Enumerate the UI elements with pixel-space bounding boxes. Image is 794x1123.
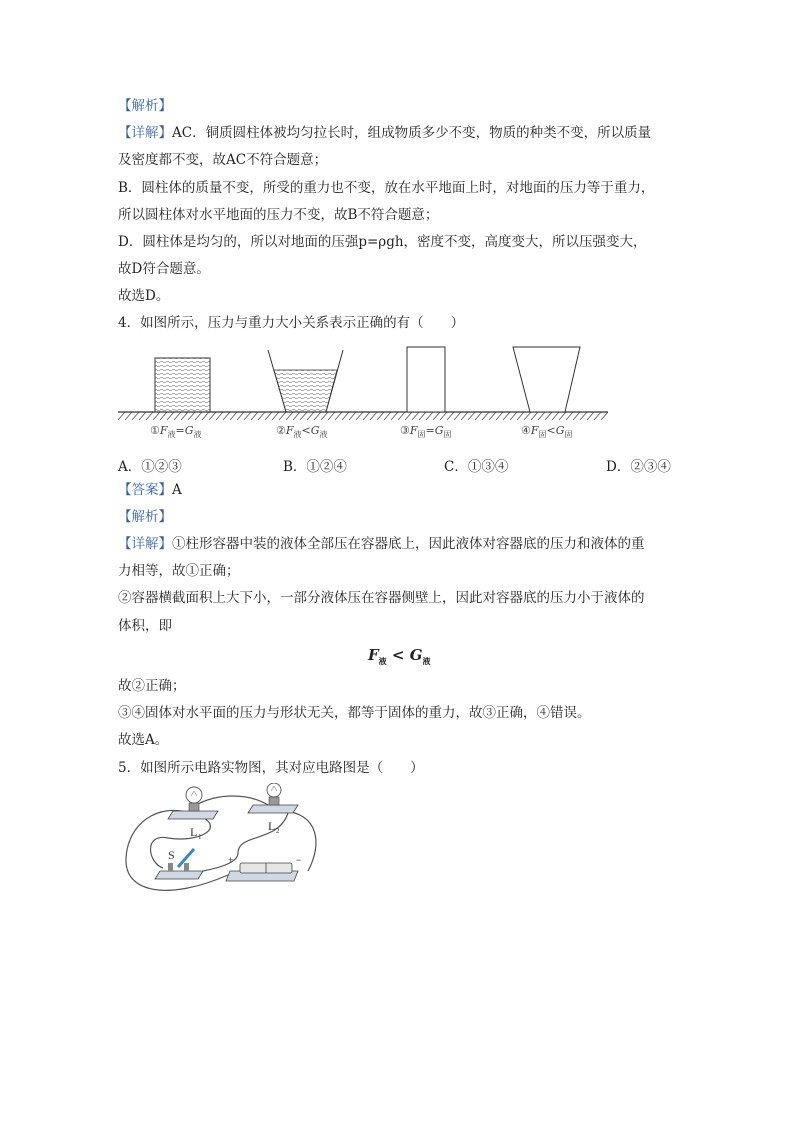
detail-line-3: B．圆柱体的质量不变，所受的重力也不变，放在水平地面上时，对地面的压力等于重力， <box>118 180 655 196</box>
conclusion-line: 故选D。 <box>118 288 170 304</box>
caption-1: $①F_液=G_液$ <box>150 424 202 440</box>
caption-3: $③F_固=G_固$ <box>400 424 452 440</box>
circuit-figure <box>118 783 330 905</box>
detail2-line-2: 力相等，故①正确； <box>118 563 240 579</box>
formula: $F_液 < G_液$ <box>368 646 431 666</box>
bulb-l2-icon <box>267 783 281 797</box>
analysis-label-2: 【解析】 <box>118 509 172 525</box>
svg-text:L: L <box>190 825 198 839</box>
svg-text:L: L <box>268 819 276 833</box>
option-d: D．②③④ <box>606 459 671 475</box>
caption-4: $④F_固<G_固$ <box>521 424 573 440</box>
container-2 <box>268 350 343 412</box>
detail2-line-4: 体积，即 <box>118 618 172 634</box>
detail2-line-1: 【详解】①柱形容器中装的液体全部压在容器底上，因此液体对容器底的压力和液体的重 <box>118 536 645 552</box>
detail2-line-3: ②容器横截面积上大下小，一部分液体压在容器侧壁上，因此对容器底的压力小于液体的 <box>118 590 645 606</box>
detail-line-4: 所以圆柱体对水平地面的压力不变，故B不符合题意； <box>118 207 439 223</box>
question-4: 4．如图所示，压力与重力大小关系表示正确的有（ ） <box>118 315 465 331</box>
detail-line-5: D．圆柱体是均匀的，所以对地面的压强p=ρgh，密度不变，高度变大，所以压强变大， <box>118 234 647 250</box>
svg-text:−: − <box>296 855 302 865</box>
caption-2: $②F_液<G_液$ <box>276 424 328 440</box>
detail2-line-5: 故②正确； <box>118 678 186 694</box>
bulb-l1-icon <box>186 787 202 803</box>
option-b: B．①②④ <box>283 459 347 475</box>
question-5: 5．如图所示电路实物图，其对应电路图是（ ） <box>118 760 424 776</box>
container-1 <box>155 358 210 412</box>
detail-line-2: 及密度都不变，故AC不符合题意； <box>118 152 328 168</box>
option-a: A．①②③ <box>118 459 182 475</box>
detail2-line-6: ③④固体对水平面的压力与形状无关，都等于固体的重力，故③正确，④错误。 <box>118 705 591 721</box>
svg-text:1: 1 <box>198 833 202 841</box>
conclusion-line-2: 故选A。 <box>118 732 169 748</box>
svg-text:S: S <box>168 848 175 862</box>
svg-text:+: + <box>228 855 234 865</box>
option-c: C．①③④ <box>444 459 509 475</box>
solid-4 <box>513 347 580 412</box>
answer-line: 【答案】A <box>118 482 182 498</box>
solid-3 <box>407 347 445 412</box>
detail-line-1: 【详解】AC．铜质圆柱体被均匀拉长时，组成物质多少不变，物质的种类不变，所以质量 <box>118 125 652 141</box>
detail-line-6: 故D符合题意。 <box>118 261 210 277</box>
analysis-label-1: 【解析】 <box>118 98 172 114</box>
svg-text:2: 2 <box>276 827 280 835</box>
